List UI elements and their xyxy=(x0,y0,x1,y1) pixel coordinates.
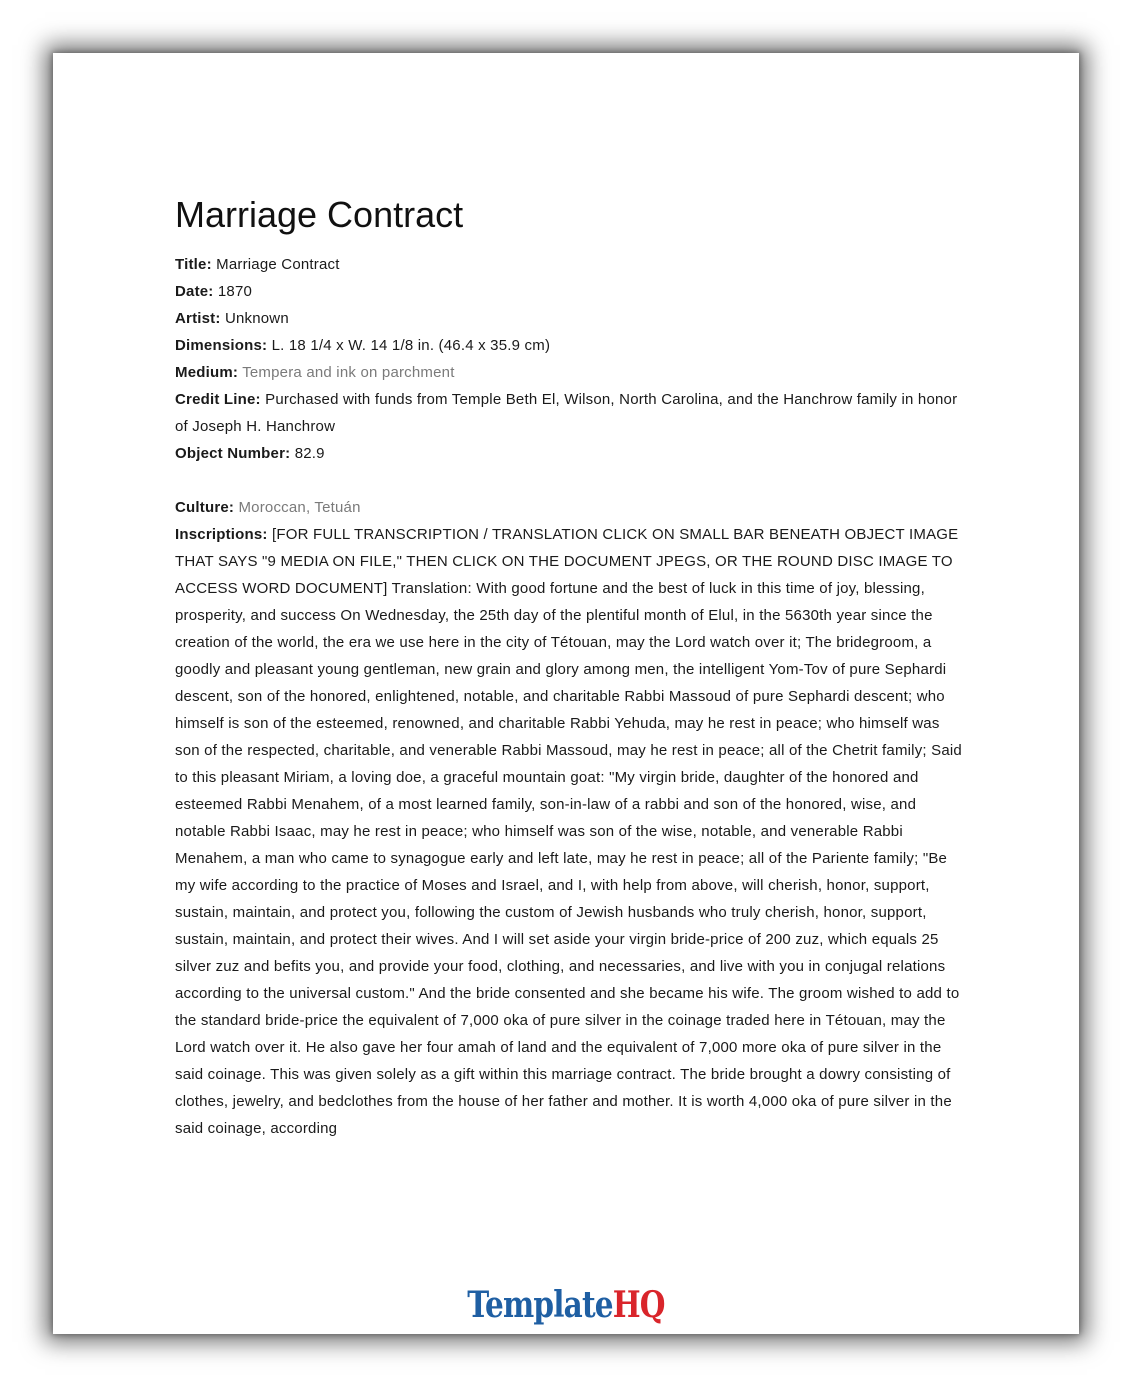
section-spacer xyxy=(175,467,965,494)
field-inscriptions-value: [FOR FULL TRANSCRIPTION / TRANSLATION CLICK ON SMALL BAR BENEATH OBJECT IMAGE THAT SAYS "9 MEDIA ON FILE," THEN CLICK ON THE DOCUMENT JPEGS, OR THE ROUND DISC IMAGE TO ACCESS WORD DOCUMENT] Translation: With good fortune and the best of luck in this time of joy, blessing, prosperity, and success On Wednesday, the 25th day of the plentiful month of Elul, in the 5630th year since the creation of the world, the era we use here in the city of Tétouan, may the Lord watch over it; The bridegroom, a goodly and pleasant young gentleman, new grain and glory among men, the intelligent Yom-Tov of pure Sephardi descent, son of the honored, enlightened, notable, and charitable Rabbi Massoud of pure Sephardi descent; who himself is son of the esteemed, renowned, and charitable Rabbi Yehuda, may he rest in peace; who himself was son of the respected, charitable, and venerable Rabbi Massoud, may he rest in peace; all of the Chetrit family; Said to this pleasant Miriam, a loving doe, a graceful mountain goat: "My virgin bride, daughter of the honored and esteemed Rabbi Menahem, of a most learned family, son-in-law of a rabbi and son of the honored, wise, and notable Rabbi Isaac, may he rest in peace; who himself was son of the wise, notable, and venerable Rabbi Menahem, a man who came to synagogue early and left late, may he rest in peace; all of the Pariente family; "Be my wife according to the practice of Moses and Israel, and I, with help from above, will cherish, honor, support, sustain, maintain, and protect you, following the custom of Jewish husbands who truly cherish, honor, support, sustain, maintain, and protect their wives. And I will set aside your virgin bride-price of 200 zuz, which equals 25 silver zuz and befits you, and provide your food, clothing, and necessaries, and live with you in conjugal relations according to the universal custom." And the bride consented and she became his wife. The groom wished to add to the standard bride-price the equivalent of 7,000 oka of pure silver in the coinage traded here in Tétouan, may the Lord watch over it. He also gave her four amah of land and the equivalent of 7,000 more oka of pure silver in the said coinage. This was given solely as a gift within this marriage contract. The bride brought a dowry consisting of clothes, jewelry, and bedclothes from the house of her father and mother. It is worth 4,000 oka of pure silver in the said coinage, according xyxy=(175,526,962,1137)
field-object-number-label: Object Number: xyxy=(175,445,291,462)
document-title: Marriage Contract xyxy=(175,194,464,235)
field-inscriptions xyxy=(175,521,965,1142)
field-artist xyxy=(175,305,965,332)
templatehq-logo xyxy=(145,1285,986,1325)
field-credit-line xyxy=(175,386,965,440)
field-date xyxy=(175,278,965,305)
logo-part-hq: HQ xyxy=(612,1284,665,1326)
document-content xyxy=(175,193,965,1142)
field-dimensions-label: Dimensions: xyxy=(175,337,268,354)
logo-part-template: Template xyxy=(467,1284,613,1326)
field-dimensions xyxy=(175,332,965,359)
field-title xyxy=(175,251,965,278)
field-culture-value[interactable]: Moroccan, Tetuán xyxy=(238,499,361,516)
document-page xyxy=(53,53,1079,1334)
field-date-label: Date: xyxy=(175,283,214,300)
field-artist-label: Artist: xyxy=(175,310,221,327)
field-object-number-value: 82.9 xyxy=(294,445,325,462)
field-culture xyxy=(175,494,965,521)
field-medium-label: Medium: xyxy=(175,364,239,381)
field-credit-line-value: Purchased with funds from Temple Beth El, Wilson, North Carolina, and the Hanchrow family in honor of Joseph H. Hanchrow xyxy=(175,391,958,435)
field-dimensions-value: L. 18 1/4 x W. 14 1/8 in. (46.4 x 35.9 cm) xyxy=(271,337,551,354)
field-medium xyxy=(175,359,965,386)
field-object-number xyxy=(175,440,965,467)
field-date-value: 1870 xyxy=(217,283,253,300)
field-culture-label: Culture: xyxy=(175,499,235,516)
field-medium-value[interactable]: Tempera and ink on parchment xyxy=(242,364,455,381)
field-artist-value: Unknown xyxy=(224,310,289,327)
field-title-label: Title: xyxy=(175,256,212,273)
field-credit-line-label: Credit Line: xyxy=(175,391,261,408)
field-inscriptions-label: Inscriptions: xyxy=(175,526,268,543)
field-title-value: Marriage Contract xyxy=(216,256,340,273)
